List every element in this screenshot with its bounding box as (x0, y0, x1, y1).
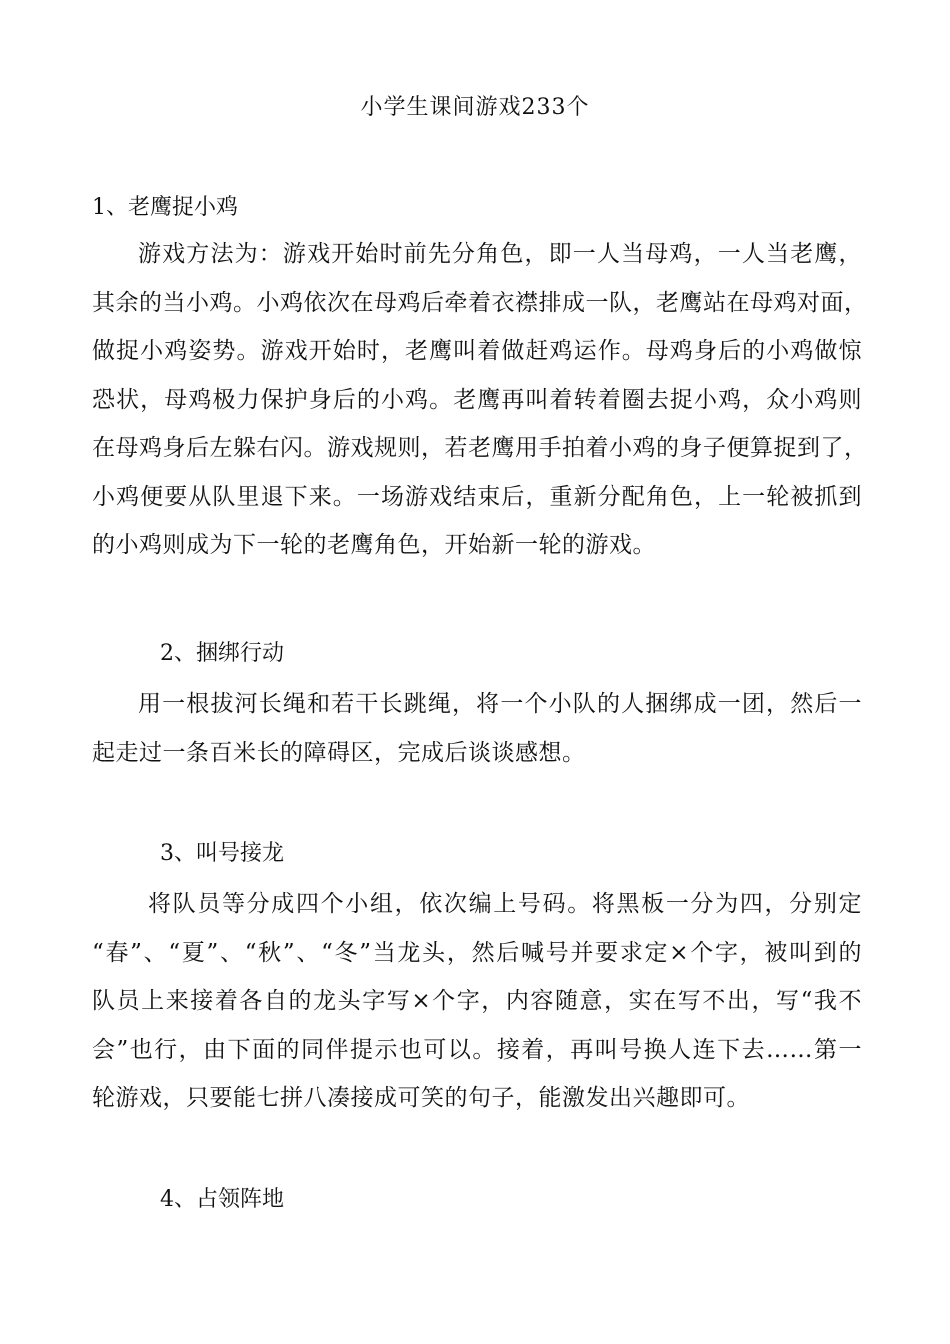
paragraph-line: 起走过一条百米长的障碍区，完成后谈谈感想。 (92, 739, 586, 766)
paragraph-line: 恐状，母鸡极力保护身后的小鸡。老鹰再叫着转着圈去捉小鸡，众小鸡则 (92, 386, 862, 413)
section-heading-2: 2、捆绑行动 (160, 641, 284, 666)
paragraph-line: 将队员等分成四个小组，依次编上号码。将黑板一分为四，分别定 (148, 891, 862, 917)
section-heading-3: 3、叫号接龙 (160, 841, 284, 866)
paragraph-line: 小鸡便要从队里退下来。一场游戏结束后，重新分配角色，上一轮被抓到 (92, 483, 862, 510)
document-title: 小学生课间游戏233个 (360, 95, 590, 120)
paragraph-line: 游戏方法为：游戏开始时前先分角色，即一人当母鸡，一人当老鹰， (138, 241, 862, 267)
section-body-1 (92, 230, 868, 570)
section-body-3 (92, 880, 862, 1123)
section-body-2 (92, 680, 862, 777)
paragraph-line: 队员上来接着各自的龙头字写×个字，内容随意，实在写不出，写“我不 (92, 988, 862, 1014)
paragraph-line: 轮游戏，只要能七拼八凑接成可笑的句子，能激发出兴趣即可。 (92, 1085, 750, 1111)
paragraph-line: 用一根拔河长绳和若干长跳绳，将一个小队的人捆绑成一团，然后一 (138, 691, 862, 717)
paragraph-line: 做捉小鸡姿势。游戏开始时，老鹰叫着做赶鸡运作。母鸡身后的小鸡做惊 (92, 338, 862, 364)
paragraph-line: 在母鸡身后左躲右闪。游戏规则，若老鹰用手拍着小鸡的身子便算捉到了， (92, 435, 868, 461)
section-heading-4: 4、占领阵地 (160, 1187, 284, 1212)
paragraph-line: 其余的当小鸡。小鸡依次在母鸡后牵着衣襟排成一队，老鹰站在母鸡对面， (92, 289, 868, 316)
paragraph-line: 会”也行，由下面的同伴提示也可以。接着，再叫号换人连下去……第一 (92, 1036, 862, 1063)
section-heading-1: 1、老鹰捉小鸡 (92, 195, 238, 220)
paragraph-line: 的小鸡则成为下一轮的老鹰角色，开始新一轮的游戏。 (92, 532, 656, 558)
paragraph-line: “春”、“夏”、“秋”、“冬”当龙头，然后喊号并要求定×个字，被叫到的 (92, 939, 862, 966)
